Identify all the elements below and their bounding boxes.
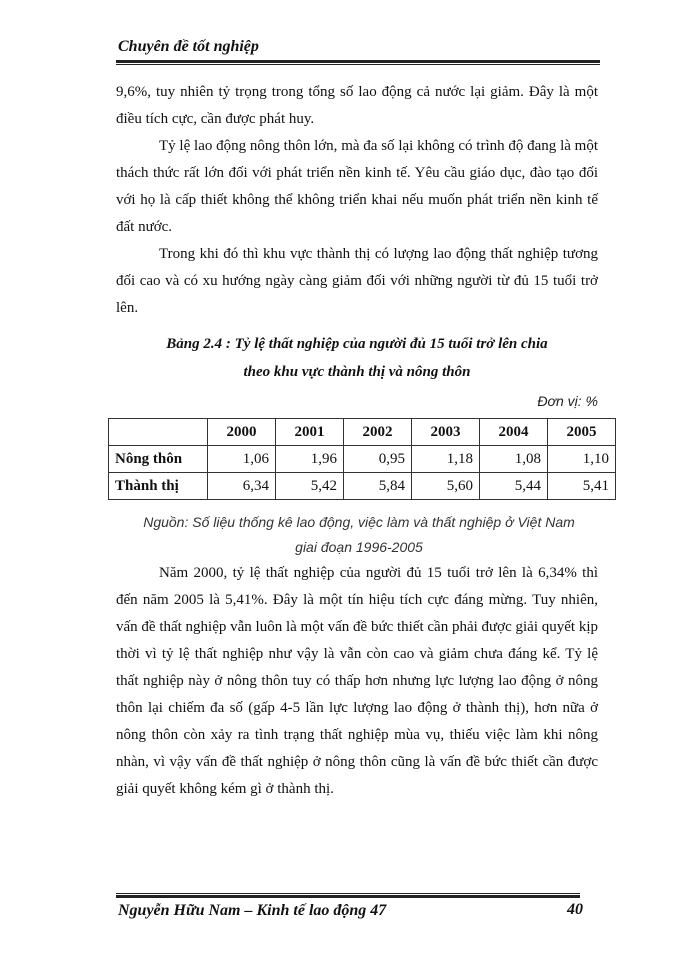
- table-cell: 0,95: [344, 446, 412, 473]
- table-cell: 1,10: [548, 446, 616, 473]
- year-header: 2003: [412, 419, 480, 446]
- table-row: [109, 446, 616, 473]
- paragraph-4: Năm 2000, tỷ lệ thất nghiệp của người đủ 15 tuổi trở lên là 6,34% thì đến năm 2005 là 5,41%. Đây là một tín hiệu tích cực đáng mừng. Tuy nhiên, vấn đề thất nghiệp vẫn luôn là một vấn đề bức thiết cần phải được giải quyết kịp thời vì tỷ lệ thất nghiệp như vậy là vẫn còn cao và giảm chưa đáng kể. Tỷ lệ thất nghiệp này ở nông thôn tuy có thấp hơn nhưng lực lượng lao động ở nông thôn lại chiếm đa số (gấp 4-5 lần lực lượng lao động ở thành thị), hơn nữa ở nông thôn còn xảy ra tình trạng thất nghiệp mùa vụ, thiếu việc làm khi nông nhàn, vì vậy vấn đề thất nghiệp ở nông thôn cũng là vấn đề bức thiết cần được giải quyết không kém gì ở thành thị.: [116, 565, 598, 797]
- table-source-line-1: Nguồn: Số liệu thống kê lao động, việc làm và thất nghiệp ở Việt Nam: [143, 514, 575, 530]
- table-cell: 1,96: [276, 446, 344, 473]
- table-cell: 5,42: [276, 473, 344, 500]
- year-header: 2000: [208, 419, 276, 446]
- header-rule: [116, 60, 600, 65]
- footer-author: Nguyễn Hữu Nam – Kinh tế lao động 47: [118, 902, 387, 919]
- table-cell: 1,08: [480, 446, 548, 473]
- table-caption-line-1: Bảng 2.4 : Tỷ lệ thất nghiệp của người đủ 15 tuổi trở lên chia: [166, 336, 548, 352]
- paragraph-2: Tỷ lệ lao động nông thôn lớn, mà đa số lại không có trình độ đang là một thách thức rất lớn đối với phát triển nền kinh tế. Yêu cầu giáo dục, đào tạo đối với họ là cấp thiết không thể không triển khai nếu muốn phát triển nền kinh tế đất nước.: [116, 138, 598, 235]
- year-header: 2004: [480, 419, 548, 446]
- row-label-rural: Nông thôn: [109, 446, 208, 473]
- paragraph-3: Trong khi đó thì khu vực thành thị có lượng lao động thất nghiệp tương đối cao và có xu hướng ngày càng giảm đối với những người từ đủ 15 tuổi trở lên.: [116, 246, 598, 316]
- table-header-row: [109, 419, 616, 446]
- table-corner-cell: [109, 419, 208, 446]
- table-cell: 5,84: [344, 473, 412, 500]
- table-cell: 1,06: [208, 446, 276, 473]
- unemployment-table: [108, 418, 616, 500]
- year-header: 2005: [548, 419, 616, 446]
- page-number: 40: [567, 901, 583, 918]
- table-source-line-2: giai đoạn 1996-2005: [295, 539, 423, 555]
- table-cell: 1,18: [412, 446, 480, 473]
- table-cell: 5,41: [548, 473, 616, 500]
- table-unit: Đơn vị: %: [537, 393, 598, 409]
- paragraph-1: 9,6%, tuy nhiên tỷ trọng trong tổng số lao động cả nước lại giảm. Đây là một điều tích cực, cần được phát huy.: [116, 84, 598, 127]
- table-cell: 5,60: [412, 473, 480, 500]
- year-header: 2002: [344, 419, 412, 446]
- table-cell: 5,44: [480, 473, 548, 500]
- footer-rule: [116, 893, 580, 898]
- table-row: [109, 473, 616, 500]
- page-header-title: Chuyên đề tốt nghiệp: [118, 38, 259, 55]
- year-header: 2001: [276, 419, 344, 446]
- row-label-urban: Thành thị: [109, 473, 208, 500]
- table-caption-line-2: theo khu vực thành thị và nông thôn: [243, 364, 471, 380]
- table-cell: 6,34: [208, 473, 276, 500]
